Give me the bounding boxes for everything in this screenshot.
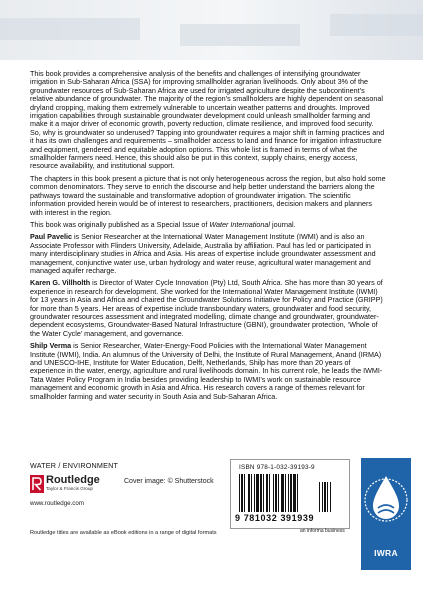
barcode-bar bbox=[244, 474, 245, 512]
informa-tagline: an informa business bbox=[300, 528, 345, 534]
barcode-bar bbox=[269, 474, 270, 512]
barcode-addon bbox=[319, 482, 341, 512]
author-bio: Shilp Verma is Senior Researcher, Water-Energy-Food Policies with the International Water Management Institute (IWMI), India. An alumnus of the University of Delhi, the Institute of Rural Management, Anand (IRMA) and UNESCO-IHE, Institute for Water Education, Delft, Netherlands, Shilp has more than 20 years of experience in the water, energy, agriculture and rural livelihoods domain. In his current role, he leads the IWMI-Tata Water Policy Program in India besides providing leadership to IWMI’s work on sustainable resource management and economic growth in Asia and Africa. His research covers a range of themes relevant for smallholder farming and water security in South Asia and Sub-Saharan Africa. bbox=[30, 341, 383, 401]
barcode-bar bbox=[297, 474, 298, 512]
barcode-bar bbox=[288, 474, 289, 512]
isbn-barcode-box bbox=[230, 459, 350, 529]
iwra-label: IWRA bbox=[374, 548, 398, 558]
author-bio: Karen G. Villholth is Director of Water Cycle Innovation (Pty) Ltd, South Africa. She has more than 30 years of experience in research for development. She worked for the International Water Management Institute (IWMI) for 13 years in Asia and Africa and chaired the Groundwater Solutions Initiative for Policy and Practice (GRIPP) for more than 5 years. Her areas of expertise include transboundary waters, groundwater and food security, groundwater resources assessment and integrated modelling, climate change and groundwater, groundwater-dependent ecosystems, Groundwater-Based Natural Infrastructure (GBNI), groundwater protection, ‘Whole of the Water Cycle’ management, and governance. bbox=[30, 278, 383, 338]
barcode-bar bbox=[254, 474, 255, 512]
barcode-bar bbox=[278, 474, 279, 512]
barcode bbox=[239, 474, 317, 512]
author-bio: Paul Pavelic is Senior Researcher at the International Water Management Institute (IWMI) and is also an Associate Professor with Flinders University, Adelaide, Australia by affiliation. Paul has led or participated in many interdisciplinary studies in Africa and Asia. His areas of expertise include groundwater assessment and management, conjunctive water use, urban hydrology and water reuse, agricultural water management and managed aquifer recharge. bbox=[30, 232, 376, 275]
barcode-bar bbox=[319, 482, 320, 512]
barcode-bar bbox=[322, 482, 323, 512]
blurb-paragraph-3: This book was originally published as a Special Issue of Water International journal. bbox=[30, 219, 296, 229]
barcode-bar bbox=[239, 474, 240, 512]
author-name: Karen G. Villholth bbox=[30, 278, 91, 288]
barcode-bar bbox=[324, 482, 326, 512]
water-drop-icon bbox=[361, 458, 411, 548]
barcode-bar bbox=[293, 474, 296, 512]
barcode-bar bbox=[285, 474, 286, 512]
subject-category: WATER / ENVIRONMENT bbox=[30, 461, 119, 470]
author-name: Shilp Verma bbox=[30, 341, 72, 351]
publisher-website: www.routledge.com bbox=[30, 500, 84, 507]
barcode-bar bbox=[330, 482, 331, 512]
author-bios bbox=[30, 233, 386, 401]
blurb-paragraph-2: The chapters in this book present a picture that is not only heterogeneous across the region, but also hold some common denominators. They serve to enrich the discourse and help better understand the barriers along the pathways toward the sustainable and transformative adoption of groundwater irrigation. The scientific information provided herein would be of interest to researchers, practitioners, decision makers and planners with interest in the region. bbox=[30, 173, 386, 217]
publisher-name: Routledge bbox=[46, 474, 100, 486]
barcode-digits: 9 781032 391939 bbox=[235, 513, 315, 523]
isbn-number: ISBN 978-1-032-39193-9 bbox=[239, 464, 315, 471]
barcode-bar bbox=[251, 474, 252, 512]
ebook-note: Routledge titles are available as eBook editions in a range of digital formats bbox=[30, 530, 217, 536]
barcode-bar bbox=[281, 474, 284, 512]
cover-image-credit: Cover image: © Shutterstock bbox=[124, 478, 214, 485]
barcode-bar bbox=[241, 474, 243, 512]
publisher-group: Taylor & Francis Group bbox=[46, 486, 93, 491]
barcode-bar bbox=[275, 474, 277, 512]
routledge-logo bbox=[30, 473, 100, 495]
barcode-bar bbox=[260, 474, 262, 512]
barcode-bar bbox=[256, 474, 259, 512]
barcode-bar bbox=[290, 474, 292, 512]
barcode-bar bbox=[248, 474, 250, 512]
author-name: Paul Pavelic bbox=[30, 232, 72, 242]
barcode-bar bbox=[266, 474, 268, 512]
barcode-bar bbox=[327, 482, 328, 512]
cover-photo-strip bbox=[0, 0, 423, 60]
blurb-paragraph-1: This book provides a comprehensive analysis of the benefits and challenges of intensifying groundwater irrigation in Sub-Saharan Africa (SSA) for improving smallholder agrarian livelihoods. Only about 3% of the groundwater resources of Sub-Saharan Africa are used for irrigated agriculture despite the subcontinent’s relative abundance of groundwater. The majority of the region’s smallholders are highly dependent on seasonal dryland cropping, making them extremely vulnerable to uncertain weather patterns and droughts. Improved irrigation capabilities through sustainable groundwater development could unleash smallholder farming and make it a major driver of economic growth, poverty reduction, climate resilience, and improved food security. So, why is groundwater so underused? Tapping into groundwater requires a major shift in farming practices and it has its own challenges and requirements – smallholder access to land and finance for irrigation infrastructure and equipment, gendered and equitable adoption options. This whole list is framed in terms of what the smallholder farmers need. Hence, this should also be put in this context, supply chains, energy access, resource availability, and institutional support. bbox=[30, 69, 385, 171]
barcode-bar bbox=[273, 474, 274, 512]
back-cover-text bbox=[30, 70, 386, 405]
iwra-logo bbox=[361, 458, 411, 570]
routledge-r-icon bbox=[30, 475, 44, 493]
barcode-bar bbox=[263, 474, 264, 512]
